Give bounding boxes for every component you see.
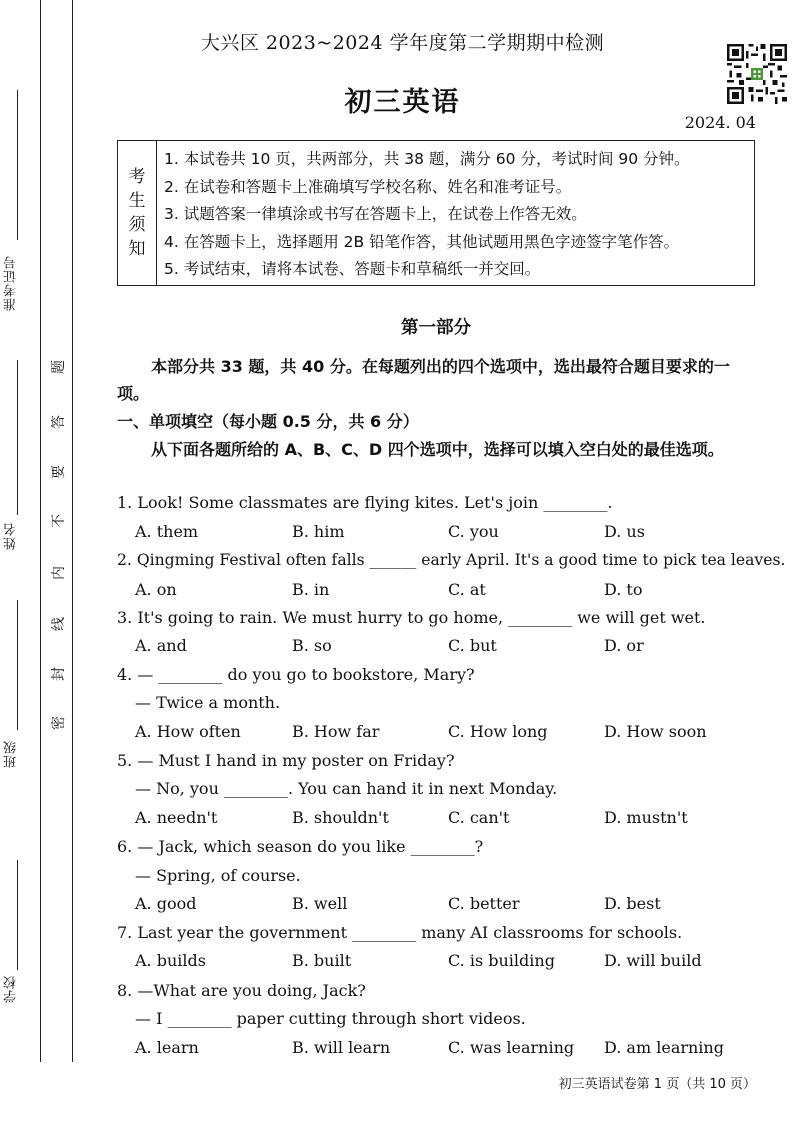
notice-list: [164, 146, 690, 284]
question-2-option-b: B. in: [292, 580, 330, 599]
question-7-option-c: C. is building: [448, 951, 555, 970]
question-3-option-b: B. so: [292, 636, 332, 655]
subject-title: 初三英语: [344, 87, 461, 118]
question-5-option-b: B. shouldn't: [292, 808, 389, 827]
question-1-option-d: D. us: [604, 522, 645, 541]
page-footer: 初三英语试卷第 1 页（共 10 页）: [558, 1077, 756, 1092]
name-field-label: 姓名: [4, 522, 19, 550]
question-5-reply: — No, you ________. You can hand it in next Monday.: [135, 779, 558, 798]
school-blank-line: [17, 860, 18, 970]
question-6-option-b: B. well: [292, 894, 348, 913]
id-blank-line: [17, 90, 18, 240]
question-4-option-b: B. How far: [292, 722, 380, 741]
binding-line-inner: [72, 0, 73, 1062]
question-8-reply: — I ________ paper cutting through short videos.: [135, 1009, 526, 1028]
question-3-stem: 3. It's going to rain. We must hurry to go home, ________ we will get wet.: [117, 608, 706, 627]
question-7-option-d: D. will build: [604, 951, 702, 970]
candidate-notice-box: [117, 140, 755, 286]
seal-char: 答: [51, 415, 67, 429]
question-5-stem: 5. — Must I hand in my poster on Friday?: [117, 751, 455, 770]
question-6-stem: 6. — Jack, which season do you like ________?: [117, 837, 484, 856]
class-blank-line: [17, 600, 18, 730]
seal-char: 封: [51, 667, 67, 681]
school-field-label: 学校: [4, 975, 19, 1003]
question-2-option-d: D. to: [604, 580, 643, 599]
notice-item: 2. 在试卷和答题卡上准确填写学校名称、姓名和准考证号。: [164, 177, 572, 196]
question-6-option-c: C. better: [448, 894, 520, 913]
question-4-option-d: D. How soon: [604, 722, 707, 741]
question-8-option-d: D. am learning: [604, 1038, 724, 1057]
question-1-option-c: C. you: [448, 522, 499, 541]
question-3-option-c: C. but: [448, 636, 497, 655]
seal-char: 内: [51, 566, 67, 580]
seal-char: 题: [51, 360, 67, 374]
question-7-option-a: A. builds: [135, 951, 206, 970]
question-8-option-a: A. learn: [135, 1038, 199, 1057]
question-7-stem: 7. Last year the government ________ many AI classrooms for schools.: [117, 923, 683, 942]
question-5-option-a: A. needn't: [135, 808, 218, 827]
exam-date: 2024. 04: [684, 113, 756, 132]
question-5-option-d: D. mustn't: [604, 808, 688, 827]
question-8-stem: 8. —What are you doing, Jack?: [117, 981, 366, 1000]
qr-code-icon: [727, 44, 787, 104]
question-4-option-a: A. How often: [135, 722, 241, 741]
notice-item: 1. 本试卷共 10 页，共两部分，共 38 题，满分 60 分，考试时间 90 分钟。: [164, 150, 690, 168]
seal-char: 线: [51, 617, 67, 631]
question-1-option-b: B. him: [292, 522, 345, 541]
question-7-option-b: B. built: [292, 951, 352, 970]
question-3-option-d: D. or: [604, 636, 644, 655]
question-6-reply: — Spring, of course.: [135, 866, 301, 885]
notice-item: 4. 在答题卡上，选择题用 2B 铅笔作答，其他试题用黑色字迹签字笔作答。: [164, 232, 680, 251]
name-blank-line: [17, 360, 18, 515]
notice-heading-char: 考: [128, 167, 146, 187]
class-field-label: 班级: [4, 740, 19, 768]
section-title: 一、单项填空（每小题 0.5 分，共 6 分）: [117, 412, 419, 431]
id-field-label: 准考证号: [4, 255, 19, 311]
binding-line-outer: [40, 0, 41, 1062]
part-title: 第一部分: [401, 318, 471, 338]
exam-title: 大兴区 2023~2024 学年度第二学期期中检测: [200, 32, 605, 54]
notice-heading-char: 须: [128, 215, 146, 235]
question-2-option-c: C. at: [448, 580, 486, 599]
notice-heading-char: 知: [128, 239, 146, 259]
question-4-stem: 4. — ________ do you go to bookstore, Mary?: [117, 665, 475, 684]
seal-char: 不: [51, 514, 67, 528]
seal-char: 要: [51, 465, 67, 479]
notice-heading-char: 生: [128, 191, 146, 211]
notice-item: 3. 试题答案一律填涂或书写在答题卡上，在试卷上作答无效。: [164, 205, 587, 223]
question-1-stem: 1. Look! Some classmates are flying kites. Let's join ________.: [117, 493, 613, 512]
question-4-option-c: C. How long: [448, 722, 548, 741]
question-3-option-a: A. and: [135, 636, 187, 655]
question-5-option-c: C. can't: [448, 808, 510, 827]
section-instruction: 从下面各题所给的 A、B、C、D 四个选项中，选择可以填入空白处的最佳选项。: [151, 440, 724, 459]
question-6-option-d: D. best: [604, 894, 661, 913]
notice-heading: [118, 141, 157, 285]
part-intro: 本部分共 33 题，共 40 分。在每题列出的四个选项中，选出最符合题目要求的一项。: [117, 357, 730, 403]
notice-item: 5. 考试结束，请将本试卷、答题卡和草稿纸一并交回。: [164, 260, 541, 278]
question-8-option-c: C. was learning: [448, 1038, 575, 1057]
question-2-stem: 2. Qingming Festival often falls ______ early April. It's a good time to pick tea leaves.: [117, 551, 786, 569]
question-6-option-a: A. good: [135, 894, 197, 913]
question-2-option-a: A. on: [135, 580, 177, 599]
question-1-option-a: A. them: [135, 522, 199, 541]
question-8-option-b: B. will learn: [292, 1038, 391, 1057]
seal-char: 密: [51, 716, 67, 730]
question-4-reply: — Twice a month.: [135, 693, 281, 712]
